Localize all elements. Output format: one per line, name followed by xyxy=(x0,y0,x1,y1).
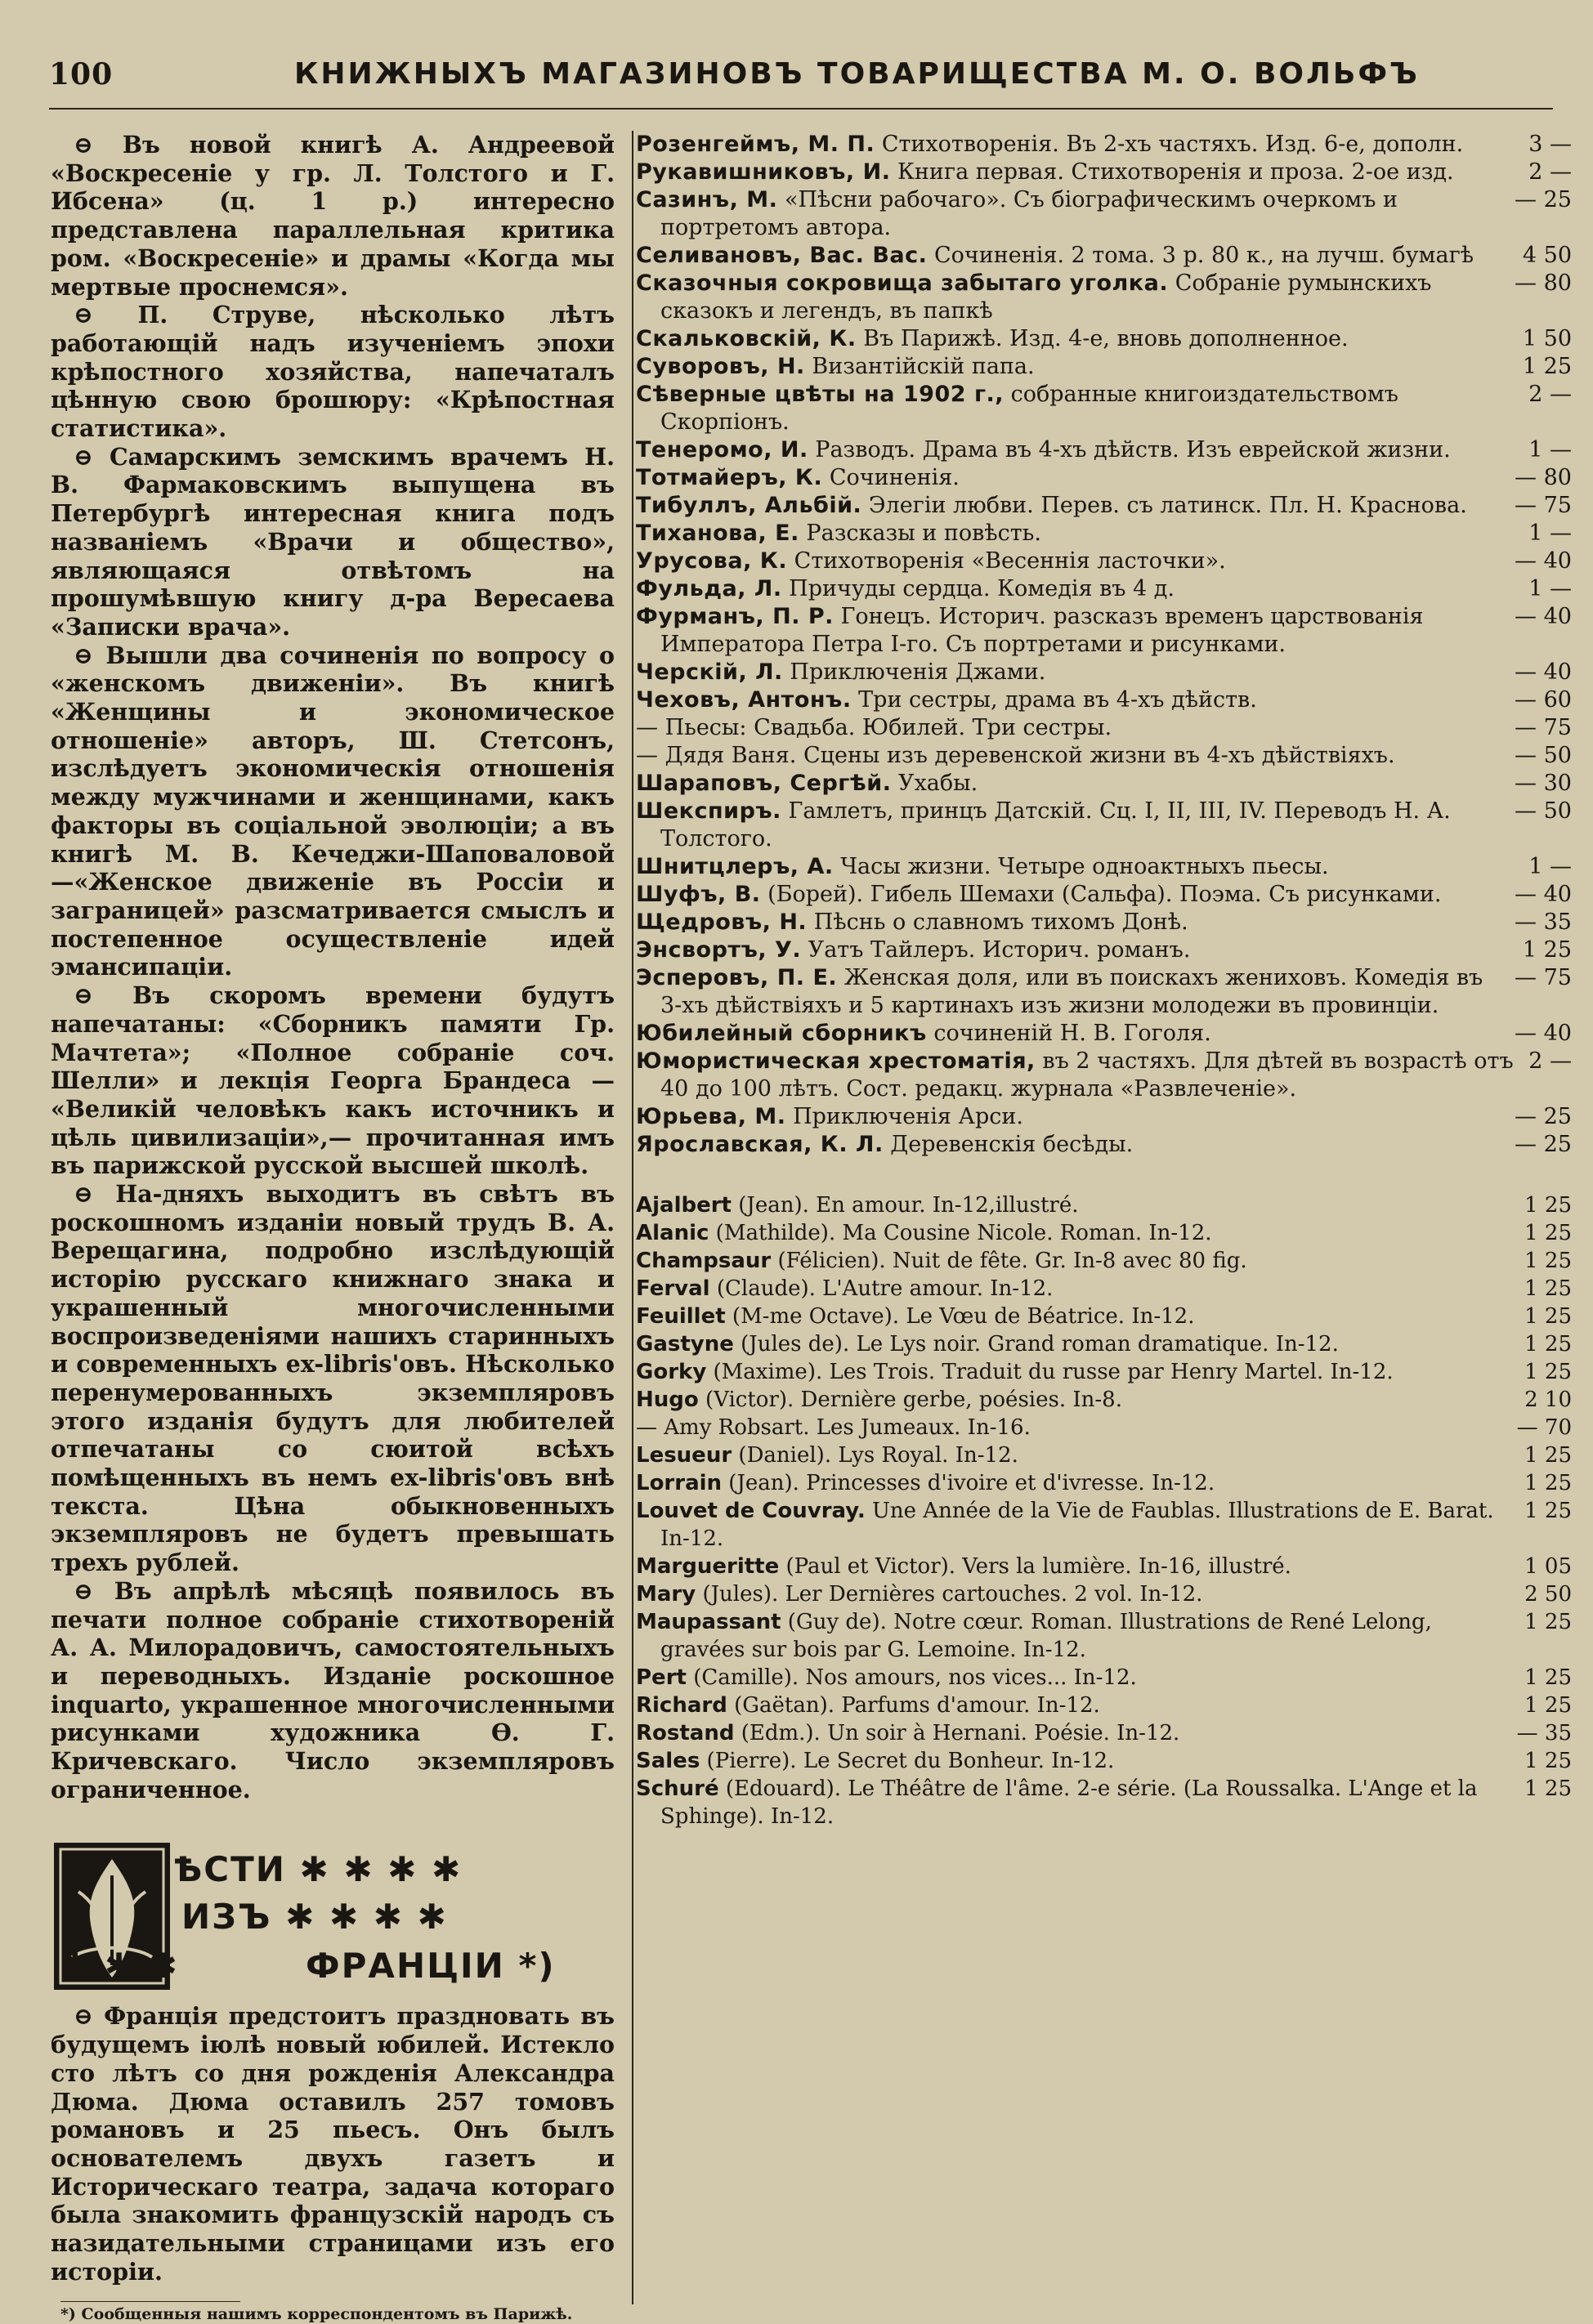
book-price: 1 25 xyxy=(1518,353,1572,381)
book-author: Шуфъ, В. xyxy=(636,882,761,907)
news-paragraph: ⊖ Вышли два сочиненія по вопросу о «женскомъ движеніи». Въ книгѣ «Женщины и экономическое отношеніе» авторъ, Ш. Стетсонъ, изслѣдуетъ экономическія отношенія между мужчинами и женщинами, какъ факторы въ соціальной эволюціи; а въ книгѣ М. В. Кечеджи-Шаповаловой—«Женское движеніе въ Россіи и заграницей» разсматривается смыслъ и постепенное осуществленіе идей эмансипаціи. xyxy=(51,641,615,981)
book-entry xyxy=(636,1330,1572,1358)
book-entry xyxy=(636,659,1572,686)
book-title: Ухабы. xyxy=(891,771,978,796)
book-entry xyxy=(636,798,1572,853)
book-author: Шекспиръ. xyxy=(636,798,781,824)
book-title: Пѣснь о славномъ тихомъ Донѣ. xyxy=(807,909,1188,935)
book-title: (Victor). Dernière gerbe, poésies. In-8. xyxy=(698,1388,1122,1412)
book-entry xyxy=(636,547,1572,575)
book-price: 2 — xyxy=(1524,381,1572,409)
book-entry xyxy=(636,686,1572,714)
book-price: 3 — xyxy=(1524,131,1572,159)
book-price: — 25 xyxy=(1510,1131,1572,1159)
book-entry xyxy=(636,131,1572,159)
book-price: 2 — xyxy=(1524,1048,1572,1075)
book-author: Тенеромо, И. xyxy=(636,437,808,463)
book-price: 1 25 xyxy=(1519,1747,1572,1775)
book-author: Ярославская, К. Л. xyxy=(636,1132,884,1157)
book-author: Скальковскій, К. xyxy=(636,326,857,351)
book-price: 2 50 xyxy=(1519,1580,1572,1608)
book-price: 1 05 xyxy=(1519,1553,1572,1580)
book-author: Louvet de Couvray. xyxy=(636,1499,866,1523)
book-author: Lesueur xyxy=(636,1443,732,1468)
book-entry xyxy=(636,1469,1572,1497)
news-paragraph: ⊖ П. Струве, нѣсколько лѣтъ работающій надъ изученіемъ эпохи крѣпостного хозяйства, напечаталъ цѣнную свою брошюру: «Крѣпостная статистика». xyxy=(51,301,615,443)
book-title: Сочиненія. 2 тома. 3 р. 80 к., на лучш. бумагѣ xyxy=(927,243,1474,268)
book-price: 1 25 xyxy=(1519,1303,1572,1330)
book-title: Разводъ. Драма въ 4-хъ дѣйств. Изъ еврейской жизни. xyxy=(808,437,1451,463)
book-entry xyxy=(636,853,1572,881)
book-entry xyxy=(636,1191,1572,1219)
book-entry xyxy=(636,1247,1572,1275)
page-header xyxy=(49,51,1553,109)
book-title: Разсказы и повѣсть. xyxy=(799,521,1041,546)
book-title: (Pierre). Le Secret du Bonheur. In-12. xyxy=(700,1749,1115,1773)
book-price: — 25 xyxy=(1510,186,1572,214)
book-author: Тиханова, Е. xyxy=(636,521,799,546)
book-title: Гонецъ. Историч. разсказъ временъ царствованія Императора Петра I-го. Съ портретами и рисунками. xyxy=(660,604,1424,657)
book-price: — 40 xyxy=(1510,603,1572,631)
book-title: Стихотворенія. Въ 2-хъ частяхъ. Изд. 6-е, дополн. xyxy=(875,132,1464,157)
book-author: Юбилейный сборникъ xyxy=(636,1021,927,1046)
book-title: (Борей). Гибель Шемахи (Сальфа). Поэма. Съ рисунками. xyxy=(760,882,1442,907)
book-author: Alanic xyxy=(636,1221,709,1245)
book-author: Тибуллъ, Альбій. xyxy=(636,493,862,518)
book-title: Элегіи любви. Перев. съ латинск. Пл. Н. Краснова. xyxy=(861,493,1467,518)
section-gap xyxy=(636,1159,1572,1191)
book-price: — 40 xyxy=(1510,547,1572,575)
book-author: Урусова, К. xyxy=(636,548,788,574)
book-author: Margueritte xyxy=(636,1554,780,1579)
book-price: 1 — xyxy=(1524,575,1572,603)
book-title: (Camille). Nos amours, nos vices... In-12. xyxy=(686,1665,1137,1690)
book-price: 1 25 xyxy=(1519,1275,1572,1303)
book-title: Приключенія Арси. xyxy=(785,1104,1023,1129)
book-title: (Claude). L'Autre amour. In-12. xyxy=(709,1276,1054,1301)
book-entry xyxy=(636,1497,1572,1553)
book-title: — Amy Robsart. Les Jumeaux. In-16. xyxy=(636,1415,1031,1440)
book-author: Mary xyxy=(636,1582,696,1607)
book-title: (Gaëtan). Parfums d'amour. In-12. xyxy=(727,1693,1100,1718)
book-price: — 50 xyxy=(1510,798,1572,825)
book-title: Причуды сердца. Комедія въ 4 д. xyxy=(781,576,1175,601)
book-author: Селивановъ, Вас. Вас. xyxy=(636,243,928,268)
book-author: Эсперовъ, П. Е. xyxy=(636,965,838,990)
book-title: (Jean). En amour. In-12,illustré. xyxy=(732,1193,1079,1218)
footnote-rule xyxy=(60,2301,240,2302)
book-entry xyxy=(636,1020,1572,1048)
book-entry xyxy=(636,881,1572,909)
france-news-heading xyxy=(51,1843,615,2002)
book-author: Щедровъ, Н. xyxy=(636,909,808,935)
book-author: Сказочныя сокровища забытаго уголка. xyxy=(636,270,1169,296)
book-entry xyxy=(636,1275,1572,1303)
book-price: 1 — xyxy=(1524,436,1572,464)
book-author: Энсвортъ, У. xyxy=(636,937,802,963)
book-price: — 80 xyxy=(1510,464,1572,492)
book-title: Три сестры, драма въ 4-хъ дѣйств. xyxy=(851,687,1257,713)
book-author: Maupassant xyxy=(636,1610,781,1634)
book-title: собранные книгоиздательствомъ Скорпіонъ. xyxy=(660,382,1398,435)
book-title: (Edouard). Le Théâtre de l'âme. 2-e série. (La Roussalka. L'Ange et la Sphinge). In-12. xyxy=(660,1777,1478,1829)
book-title: «Пѣсни рабочаго». Съ біографическимъ очеркомъ и портретомъ автора. xyxy=(660,187,1398,240)
book-price: 1 25 xyxy=(1519,1191,1572,1219)
book-author: Чеховъ, Антонъ. xyxy=(636,687,852,713)
book-price: 1 25 xyxy=(1519,1775,1572,1803)
book-entry xyxy=(636,1747,1572,1775)
book-price: — 50 xyxy=(1510,742,1572,770)
book-price: 1 — xyxy=(1524,520,1572,547)
book-author: Фурманъ, П. Р. xyxy=(636,604,834,629)
book-entry xyxy=(636,1131,1572,1159)
book-price: 2 — xyxy=(1524,159,1572,186)
news-paragraph: ⊖ Въ апрѣлѣ мѣсяцѣ появилось въ печати полное собраніе стихотвореній А. А. Милорадовичъ, самостоятельныхъ и переводныхъ. Изданіе роскошное inquarto, украшенное многочисленными рисунками художника Ѳ. Г. Кричевскаго. Число экземпляровъ ограниченное. xyxy=(51,1576,615,1803)
book-price: 1 25 xyxy=(1519,1664,1572,1692)
book-entry xyxy=(636,936,1572,964)
book-title: Собраніе румынскихъ сказокъ и легендъ, въ папкѣ xyxy=(660,270,1432,324)
book-entry xyxy=(636,436,1572,464)
book-entry xyxy=(636,186,1572,242)
book-entry xyxy=(636,1386,1572,1414)
book-author: Сѣверные цвѣты на 1902 г., xyxy=(636,382,1005,407)
book-price: — 35 xyxy=(1512,1719,1572,1747)
book-entry xyxy=(636,1048,1572,1103)
book-entry xyxy=(636,520,1572,547)
book-author: Тотмайеръ, К. xyxy=(636,465,823,490)
book-title: Гамлетъ, принцъ Датскій. Сц. I, II, III, IV. Переводъ Н. А. Толстого. xyxy=(660,798,1451,851)
news-paragraph: ⊖ Самарскимъ земскимъ врачемъ Н. В. Фармаковскимъ выпущена въ Петербургѣ интересная книга подъ названіемъ «Врачи и общество», являющаяся отвѣтомъ на прошумѣвшую книгу д-ра Вересаева «Записки врача». xyxy=(51,442,615,641)
news-paragraph: ⊖ На-дняхъ выходитъ въ свѣтъ въ роскошномъ изданіи новый трудъ В. А. Верещагина, подробно изслѣдующій исторію русскаго книжнаго знака и украшенный многочисленными воспроизведеніями нашихъ старинныхъ и современныхъ ex-libris'овъ. Нѣсколько перенумерованныхъ экземпляровъ этого изданія будутъ для любителей отпечатаны со сюитой всѣхъ помѣщенныхъ въ немъ ex-libris'овъ внѣ текста. Цѣна обыкновенныхъ экземпляровъ не будетъ превышать трехъ рублей. xyxy=(51,1180,615,1577)
book-title: сочиненій Н. В. Гоголя. xyxy=(926,1021,1211,1046)
book-entry xyxy=(636,1358,1572,1386)
book-price: — 30 xyxy=(1510,770,1572,798)
book-list-column xyxy=(636,131,1572,1830)
book-entry xyxy=(636,159,1572,186)
book-price: — 25 xyxy=(1510,1103,1572,1131)
book-entry xyxy=(636,242,1572,270)
book-title: (Daniel). Lys Royal. In-12. xyxy=(732,1443,1018,1468)
book-author: Юрьева, М. xyxy=(636,1104,786,1129)
book-entry xyxy=(636,325,1572,353)
book-author: Черскій, Л. xyxy=(636,659,783,685)
book-author: Сазинъ, М. xyxy=(636,187,778,212)
news-column xyxy=(51,131,615,2324)
book-price: — 40 xyxy=(1510,659,1572,686)
book-price: 2 10 xyxy=(1519,1386,1572,1414)
book-entry xyxy=(636,1103,1572,1131)
book-entry xyxy=(636,1775,1572,1830)
book-price: 1 25 xyxy=(1519,1608,1572,1636)
book-title: Стихотворенія «Весеннія ласточки». xyxy=(787,548,1226,574)
book-title: Часы жизни. Четыре одноактныхъ пьесы. xyxy=(833,854,1329,879)
book-author: Ferval xyxy=(636,1276,710,1301)
book-entry xyxy=(636,909,1572,936)
column-divider xyxy=(632,131,633,2304)
heading-line: ИЗЪ ✱ ✱ ✱ ✱ xyxy=(181,1897,448,1937)
book-author: Суворовъ, Н. xyxy=(636,354,805,379)
book-price: — 40 xyxy=(1510,1020,1572,1048)
news-paragraph: ⊖ Въ скоромъ времени будутъ напечатаны: «Сборникъ памяти Гр. Мачтета»; «Полное собраніе соч. Шелли» и лекція Георга Брандеса — «Великій человѣкъ какъ источникъ и цѣль цивилизаціи»,— прочитанная имъ въ парижской русской высшей школѣ. xyxy=(51,981,615,1180)
book-author: Розенгеймъ, М. П. xyxy=(636,132,875,157)
page-number: 100 xyxy=(49,57,114,92)
book-title: (Mathilde). Ma Cousine Nicole. Roman. In-12. xyxy=(709,1221,1212,1245)
book-author: Rostand xyxy=(636,1721,735,1745)
book-entry xyxy=(636,381,1572,436)
book-author: Champsaur xyxy=(636,1249,772,1273)
book-title: (Guy de). Notre cœur. Roman. Illustrations de René Lelong, gravées sur bois par G. Lemoine. In-12. xyxy=(660,1610,1432,1662)
book-entry xyxy=(636,714,1572,742)
book-author: Gastyne xyxy=(636,1332,734,1356)
book-price: 1 25 xyxy=(1519,1469,1572,1497)
book-entry xyxy=(636,1580,1572,1608)
book-title: (Félicien). Nuit de fête. Gr. In-8 avec 80 fig. xyxy=(771,1249,1247,1273)
book-price: 1 25 xyxy=(1519,1219,1572,1247)
book-entry xyxy=(636,464,1572,492)
book-entry xyxy=(636,964,1572,1020)
book-entry xyxy=(636,1664,1572,1692)
book-entry xyxy=(636,270,1572,325)
book-author: Schuré xyxy=(636,1777,719,1801)
russian-book-list xyxy=(636,131,1572,1159)
book-author: Шнитцлеръ, А. xyxy=(636,854,834,879)
book-price: 1 25 xyxy=(1519,1247,1572,1275)
book-entry xyxy=(636,1692,1572,1719)
book-price: 1 — xyxy=(1524,853,1572,881)
book-title: (Jean). Princesses d'ivoire et d'ivresse. In-12. xyxy=(722,1471,1215,1495)
book-price: 4 50 xyxy=(1518,242,1572,270)
book-title: (Jules). Ler Dernières cartouches. 2 vol. In-12. xyxy=(696,1582,1203,1607)
book-entry xyxy=(636,1303,1572,1330)
book-entry xyxy=(636,492,1572,520)
book-price: 1 25 xyxy=(1519,1441,1572,1469)
book-price: — 70 xyxy=(1512,1414,1572,1441)
book-author: Gorky xyxy=(636,1360,707,1384)
book-author: Юмористическая хрестоматія, xyxy=(636,1048,1036,1074)
heading-line: ✱ ✱ ✱ xyxy=(60,1946,179,1987)
book-price: — 80 xyxy=(1510,270,1572,297)
book-entry xyxy=(636,1219,1572,1247)
book-title: Деревенскія бесѣды. xyxy=(883,1132,1134,1157)
book-title: (Paul et Victor). Vers la lumière. In-16, illustré. xyxy=(779,1554,1291,1579)
book-entry xyxy=(636,575,1572,603)
book-entry xyxy=(636,1608,1572,1664)
book-author: Hugo xyxy=(636,1388,699,1412)
footnote: *) Сообщенныя нашимъ корреспондентомъ въ Парижѣ. xyxy=(60,2304,573,2323)
book-entry xyxy=(636,770,1572,798)
book-entry xyxy=(636,353,1572,381)
heading-line: ѢСТИ ✱ ✱ ✱ ✱ xyxy=(173,1849,463,1890)
book-price: — 75 xyxy=(1510,964,1572,992)
book-price: — 40 xyxy=(1510,881,1572,909)
book-author: Richard xyxy=(636,1693,727,1718)
book-title: (M-me Octave). Le Vœu de Béatrice. In-12. xyxy=(725,1304,1195,1329)
book-author: Sales xyxy=(636,1749,700,1773)
book-author: Lorrain xyxy=(636,1471,723,1495)
book-price: 1 25 xyxy=(1519,1358,1572,1386)
book-author: Feuillet xyxy=(636,1304,726,1329)
book-title: (Maxime). Les Trois. Traduit du russe par Henry Martel. In-12. xyxy=(706,1360,1394,1384)
french-book-list xyxy=(636,1191,1572,1830)
book-title: въ 2 частяхъ. Для дѣтей въ возрастѣ отъ 40 до 100 лѣтъ. Сост. редакц. журнала «Развлеченіе». xyxy=(660,1048,1514,1102)
book-price: — 75 xyxy=(1510,714,1572,742)
book-price: 1 25 xyxy=(1519,1692,1572,1719)
book-title: — Дядя Ваня. Сцены изъ деревенской жизни въ 4-хъ дѣйствіяхъ. xyxy=(636,743,1395,768)
book-entry xyxy=(636,1553,1572,1580)
book-title: Женская доля, или въ поискахъ жениховъ. Комедія въ 3-хъ дѣйствіяхъ и 5 картинахъ изъ жизни молодежи въ провинціи. xyxy=(660,965,1483,1018)
book-price: — 75 xyxy=(1510,492,1572,520)
book-price: — 60 xyxy=(1510,686,1572,714)
book-author: Ajalbert xyxy=(636,1193,732,1218)
book-title: — Пьесы: Свадьба. Юбилей. Три сестры. xyxy=(636,715,1112,740)
book-entry xyxy=(636,603,1572,659)
news-paragraph: ⊖ Франція предстоитъ праздновать въ будущемъ іюлѣ новый юбилей. Истекло сто лѣтъ со дня рожденія Александра Дюма. Дюма оставилъ 257 томовъ романовъ и 25 пьесъ. Онъ былъ основателемъ двухъ газетъ и Историческаго театра, задача котораго была знакомить французскій народъ съ назидательными страницами изъ его исторіи. xyxy=(51,2002,615,2286)
book-price: 1 50 xyxy=(1518,325,1572,353)
book-entry xyxy=(636,1441,1572,1469)
book-entry xyxy=(636,742,1572,770)
book-price: 1 25 xyxy=(1519,1330,1572,1358)
book-author: Рукавишниковъ, И. xyxy=(636,159,891,185)
book-entry xyxy=(636,1414,1572,1441)
page-title: КНИЖНЫХЪ МАГАЗИНОВЪ ТОВАРИЩЕСТВА М. О. ВОЛЬФЪ xyxy=(294,57,1420,91)
book-title: Уатъ Тайлеръ. Историч. романъ. xyxy=(801,937,1191,963)
book-title: (Edm.). Un soir à Hernani. Poésie. In-12. xyxy=(734,1721,1180,1745)
book-author: Pert xyxy=(636,1665,687,1690)
book-title: Une Année de la Vie de Faublas. Illustrations de E. Barat. In-12. xyxy=(660,1499,1494,1551)
book-author: Шараповъ, Сергѣй. xyxy=(636,771,892,796)
book-title: Византійскій папа. xyxy=(804,354,1035,379)
heading-line: ФРАНЦІИ *) xyxy=(306,1946,556,1987)
book-author: Фульда, Л. xyxy=(636,576,782,601)
book-title: Приключенія Джами. xyxy=(782,659,1046,685)
book-title: Сочиненія. xyxy=(822,465,960,490)
book-title: Въ Парижѣ. Изд. 4-е, вновь дополненное. xyxy=(856,326,1349,351)
book-title: Книга первая. Стихотворенія и проза. 2-ое изд. xyxy=(890,159,1454,185)
book-entry xyxy=(636,1719,1572,1747)
book-title: (Jules de). Le Lys noir. Grand roman dramatique. In-12. xyxy=(733,1332,1339,1356)
book-price: 1 25 xyxy=(1518,936,1572,964)
news-paragraph: ⊖ Въ новой книгѣ А. Андреевой «Воскресеніе у гр. Л. Толстого и Г. Ибсена» (ц. 1 р.) интересно представлена параллельная критика ром. «Воскресеніе» и драмы «Когда мы мертвые проснемся». xyxy=(51,131,615,301)
book-price: — 35 xyxy=(1510,909,1572,936)
book-price: 1 25 xyxy=(1519,1497,1572,1525)
